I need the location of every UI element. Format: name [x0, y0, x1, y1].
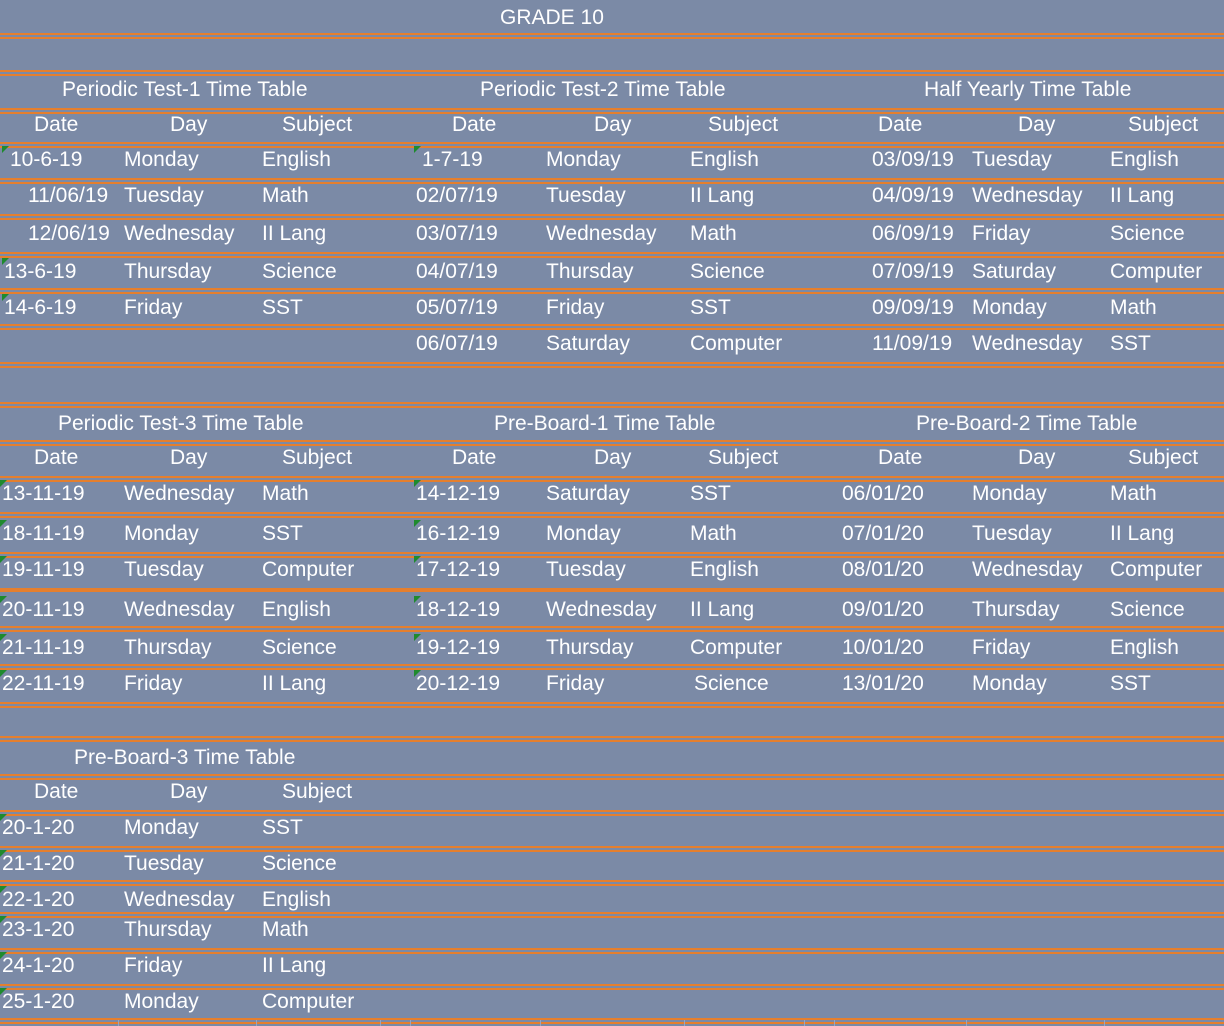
row-border	[0, 516, 1224, 518]
day-cell[interactable]: Monday	[972, 672, 1047, 695]
row-border	[0, 880, 1224, 882]
row-border	[0, 630, 1224, 632]
day-cell[interactable]: Wednesday	[124, 482, 235, 505]
subject-cell[interactable]: Math	[262, 184, 309, 207]
day-cell[interactable]: Tuesday	[546, 184, 626, 207]
column-header-subject[interactable]: Subject	[708, 446, 779, 469]
day-cell[interactable]: Friday	[546, 296, 605, 319]
date-cell[interactable]: 16-12-19	[416, 522, 501, 545]
day-cell[interactable]: Tuesday	[972, 148, 1052, 171]
date-cell[interactable]: 20-12-19	[416, 672, 501, 695]
column-header-day[interactable]: Day	[1018, 113, 1056, 136]
day-cell[interactable]: Wednesday	[972, 332, 1083, 355]
date-cell[interactable]: 06/01/20	[842, 482, 924, 505]
subject-cell[interactable]: SST	[262, 296, 303, 319]
row-border	[0, 324, 1224, 326]
day-cell[interactable]: Friday	[972, 636, 1031, 659]
text-format-marker-icon	[2, 146, 9, 153]
subject-cell[interactable]: Computer	[262, 990, 355, 1013]
row-border	[0, 37, 1224, 39]
subject-cell[interactable]: Math	[690, 222, 737, 245]
row-border	[0, 706, 1224, 708]
subject-cell[interactable]: II Lang	[262, 222, 327, 245]
date-cell[interactable]: 18-12-19	[416, 598, 501, 621]
column-divider	[540, 1020, 541, 1026]
row-border	[0, 292, 1224, 294]
subject-cell[interactable]: English	[690, 558, 759, 581]
subject-cell[interactable]: Science	[694, 672, 769, 695]
text-format-marker-icon	[0, 556, 7, 563]
row-border	[0, 70, 1224, 72]
column-header-day[interactable]: Day	[170, 780, 208, 803]
column-header-date[interactable]: Date	[34, 446, 79, 469]
subject-cell[interactable]: Math	[690, 522, 737, 545]
column-header-date[interactable]: Date	[878, 113, 923, 136]
day-cell[interactable]: Saturday	[546, 482, 631, 505]
text-format-marker-icon	[414, 596, 421, 603]
text-format-marker-icon	[0, 850, 7, 857]
date-cell[interactable]: 13-11-19	[2, 482, 85, 505]
column-divider	[380, 1020, 381, 1026]
text-format-marker-icon	[0, 596, 7, 603]
subject-cell[interactable]: Science	[1110, 598, 1185, 621]
date-cell[interactable]: 09/01/20	[842, 598, 924, 621]
subject-cell[interactable]: English	[262, 148, 331, 171]
column-divider	[834, 1020, 835, 1026]
column-header-subject[interactable]: Subject	[1128, 113, 1199, 136]
subject-cell[interactable]: Computer	[262, 558, 355, 581]
day-cell[interactable]: Tuesday	[546, 558, 626, 581]
text-format-marker-icon	[414, 146, 421, 153]
date-cell[interactable]: 14-6-19	[4, 296, 77, 319]
date-cell[interactable]: 13/01/20	[842, 672, 924, 695]
day-cell[interactable]: Friday	[546, 672, 605, 695]
subject-cell[interactable]: English	[1110, 636, 1179, 659]
subject-cell[interactable]: Computer	[690, 332, 783, 355]
date-cell[interactable]: 24-1-20	[2, 954, 75, 977]
date-cell[interactable]: 19-12-19	[416, 636, 501, 659]
column-divider	[1104, 1020, 1105, 1026]
date-cell[interactable]: 04/07/19	[416, 260, 498, 283]
day-cell[interactable]: Thursday	[124, 260, 212, 283]
column-header-subject[interactable]: Subject	[282, 780, 353, 803]
date-cell[interactable]: 21-11-19	[2, 636, 85, 659]
date-cell[interactable]: 03/09/19	[872, 148, 954, 171]
row-border	[0, 1022, 1224, 1024]
date-cell[interactable]: 05/07/19	[416, 296, 498, 319]
row-border	[0, 142, 1224, 144]
subject-cell[interactable]: II Lang	[690, 598, 755, 621]
text-format-marker-icon	[0, 886, 7, 893]
subject-cell[interactable]: Science	[1110, 222, 1185, 245]
table-title[interactable]: Periodic Test-3 Time Table	[58, 412, 304, 435]
subject-cell[interactable]: SST	[690, 482, 731, 505]
date-cell[interactable]: 1-7-19	[422, 148, 483, 171]
subject-cell[interactable]: Math	[1110, 296, 1157, 319]
text-format-marker-icon	[0, 988, 7, 995]
date-cell[interactable]: 20-11-19	[2, 598, 85, 621]
table-title[interactable]: Half Yearly Time Table	[924, 78, 1132, 101]
day-cell[interactable]: Thursday	[124, 636, 212, 659]
table-title[interactable]: Periodic Test-2 Time Table	[480, 78, 726, 101]
date-cell[interactable]: 10-6-19	[10, 148, 83, 171]
day-cell[interactable]: Tuesday	[124, 852, 204, 875]
grade-title[interactable]: GRADE 10	[500, 6, 604, 29]
text-format-marker-icon	[0, 480, 7, 487]
date-cell[interactable]: 10/01/20	[842, 636, 924, 659]
subject-cell[interactable]: II Lang	[1110, 184, 1175, 207]
table-title[interactable]: Periodic Test-1 Time Table	[62, 78, 308, 101]
day-cell[interactable]: Thursday	[546, 636, 634, 659]
column-header-day[interactable]: Day	[594, 446, 632, 469]
subject-cell[interactable]: SST	[1110, 672, 1151, 695]
row-border	[0, 948, 1224, 950]
table-title[interactable]: Pre-Board-3 Time Table	[74, 746, 296, 769]
text-format-marker-icon	[414, 520, 421, 527]
row-border	[0, 590, 1224, 592]
date-cell[interactable]: 23-1-20	[2, 918, 75, 941]
row-border	[0, 406, 1224, 408]
column-header-date[interactable]: Date	[34, 113, 79, 136]
row-border	[0, 552, 1224, 554]
day-cell[interactable]: Monday	[972, 482, 1047, 505]
subject-cell[interactable]: SST	[690, 296, 731, 319]
text-format-marker-icon	[0, 520, 7, 527]
column-header-subject[interactable]: Subject	[1128, 446, 1199, 469]
subject-cell[interactable]: Science	[262, 852, 337, 875]
subject-cell[interactable]: English	[1110, 148, 1179, 171]
subject-cell[interactable]: English	[690, 148, 759, 171]
column-header-date[interactable]: Date	[452, 113, 497, 136]
row-border	[0, 402, 1224, 404]
column-divider	[684, 1020, 685, 1026]
day-cell[interactable]: Thursday	[124, 918, 212, 941]
column-divider	[804, 1020, 805, 1026]
date-cell[interactable]: 22-11-19	[2, 672, 85, 695]
date-cell[interactable]: 20-1-20	[2, 816, 75, 839]
row-border	[0, 288, 1224, 290]
subject-cell[interactable]: Science	[690, 260, 765, 283]
subject-cell[interactable]: Computer	[690, 636, 783, 659]
row-border	[0, 626, 1224, 628]
date-cell[interactable]: 11/09/19	[872, 332, 953, 355]
text-format-marker-icon	[2, 258, 9, 265]
day-cell[interactable]: Wednesday	[124, 888, 235, 911]
day-cell[interactable]: Wednesday	[546, 222, 657, 245]
row-border	[0, 252, 1224, 254]
row-border	[0, 736, 1224, 738]
subject-cell[interactable]: Science	[262, 636, 337, 659]
subject-cell[interactable]: SST	[262, 522, 303, 545]
column-header-subject[interactable]: Subject	[282, 113, 353, 136]
date-cell[interactable]: 17-12-19	[416, 558, 501, 581]
subject-cell[interactable]: II Lang	[262, 672, 327, 695]
subject-cell[interactable]: II Lang	[1110, 522, 1175, 545]
date-cell[interactable]: 21-1-20	[2, 852, 75, 875]
row-border	[0, 740, 1224, 742]
text-format-marker-icon	[0, 952, 7, 959]
subject-cell[interactable]: Math	[262, 918, 309, 941]
day-cell[interactable]: Monday	[124, 148, 199, 171]
column-header-date[interactable]: Date	[452, 446, 497, 469]
column-header-day[interactable]: Day	[1018, 446, 1056, 469]
text-format-marker-icon	[414, 556, 421, 563]
column-header-subject[interactable]: Subject	[282, 446, 353, 469]
row-border	[0, 362, 1224, 364]
column-divider	[966, 1020, 967, 1026]
column-header-date[interactable]: Date	[34, 780, 79, 803]
table-title[interactable]: Pre-Board-1 Time Table	[494, 412, 716, 435]
date-cell[interactable]: 13-6-19	[4, 260, 77, 283]
subject-cell[interactable]: Science	[262, 260, 337, 283]
date-cell[interactable]: 07/01/20	[842, 522, 924, 545]
subject-cell[interactable]: SST	[1110, 332, 1151, 355]
column-divider	[118, 1020, 119, 1026]
day-cell[interactable]: Friday	[124, 672, 183, 695]
text-format-marker-icon	[414, 670, 421, 677]
text-format-marker-icon	[414, 480, 421, 487]
column-divider	[410, 1020, 411, 1026]
date-cell[interactable]: 06/07/19	[416, 332, 498, 355]
day-cell[interactable]: Monday	[124, 816, 199, 839]
row-border	[0, 108, 1224, 110]
row-border	[0, 846, 1224, 848]
day-cell[interactable]: Friday	[124, 954, 183, 977]
text-format-marker-icon	[2, 294, 9, 301]
day-cell[interactable]: Tuesday	[124, 558, 204, 581]
date-cell[interactable]: 03/07/19	[416, 222, 498, 245]
day-cell[interactable]: Tuesday	[124, 184, 204, 207]
row-border	[0, 178, 1224, 180]
day-cell[interactable]: Friday	[124, 296, 183, 319]
day-cell[interactable]: Monday	[546, 522, 621, 545]
subject-cell[interactable]: II Lang	[262, 954, 327, 977]
subject-cell[interactable]: Math	[1110, 482, 1157, 505]
subject-cell[interactable]: English	[262, 888, 331, 911]
row-border	[0, 328, 1224, 330]
day-cell[interactable]: Saturday	[972, 260, 1057, 283]
subject-cell[interactable]: Computer	[1110, 558, 1203, 581]
day-cell[interactable]: Monday	[546, 148, 621, 171]
text-format-marker-icon	[0, 814, 7, 821]
column-header-day[interactable]: Day	[170, 446, 208, 469]
subject-cell[interactable]: English	[262, 598, 331, 621]
day-cell[interactable]: Wednesday	[972, 558, 1083, 581]
day-cell[interactable]: Monday	[972, 296, 1047, 319]
date-cell[interactable]: 14-12-19	[416, 482, 501, 505]
row-border	[0, 214, 1224, 216]
row-border	[0, 664, 1224, 666]
row-border	[0, 810, 1224, 812]
column-header-subject[interactable]: Subject	[708, 113, 779, 136]
day-cell[interactable]: Thursday	[546, 260, 634, 283]
row-border	[0, 476, 1224, 478]
row-border	[0, 984, 1224, 986]
row-border	[0, 702, 1224, 704]
day-cell[interactable]: Wednesday	[972, 184, 1083, 207]
table-title[interactable]: Pre-Board-2 Time Table	[916, 412, 1138, 435]
row-border	[0, 952, 1224, 954]
date-cell[interactable]: 11/06/19	[28, 184, 109, 207]
day-cell[interactable]: Thursday	[972, 598, 1060, 621]
date-cell[interactable]: 25-1-20	[2, 990, 75, 1013]
day-cell[interactable]: Wednesday	[546, 598, 657, 621]
subject-cell[interactable]: Math	[262, 482, 309, 505]
day-cell[interactable]: Monday	[124, 990, 199, 1013]
row-border	[0, 912, 1224, 914]
day-cell[interactable]: Monday	[124, 522, 199, 545]
row-border	[0, 366, 1224, 368]
text-format-marker-icon	[0, 916, 7, 923]
date-cell[interactable]: 12/06/19	[28, 222, 110, 245]
row-border	[0, 668, 1224, 670]
column-header-date[interactable]: Date	[878, 446, 923, 469]
text-format-marker-icon	[0, 634, 7, 641]
row-border	[0, 884, 1224, 886]
day-cell[interactable]: Tuesday	[972, 522, 1052, 545]
column-header-day[interactable]: Day	[594, 113, 632, 136]
row-border	[0, 33, 1224, 35]
date-cell[interactable]: 19-11-19	[2, 558, 85, 581]
date-cell[interactable]: 22-1-20	[2, 888, 75, 911]
date-cell[interactable]: 18-11-19	[2, 522, 85, 545]
date-cell[interactable]: 06/09/19	[872, 222, 954, 245]
day-cell[interactable]: Friday	[972, 222, 1031, 245]
row-border	[0, 256, 1224, 258]
row-border	[0, 74, 1224, 76]
row-border	[0, 774, 1224, 776]
row-border	[0, 512, 1224, 514]
day-cell[interactable]: Wednesday	[124, 598, 235, 621]
date-cell[interactable]: 04/09/19	[872, 184, 954, 207]
date-cell[interactable]: 08/01/20	[842, 558, 924, 581]
subject-cell[interactable]: II Lang	[690, 184, 755, 207]
text-format-marker-icon	[0, 670, 7, 677]
row-border	[0, 1018, 1224, 1020]
date-cell[interactable]: 02/07/19	[416, 184, 498, 207]
column-header-day[interactable]: Day	[170, 113, 208, 136]
date-cell[interactable]: 09/09/19	[872, 296, 954, 319]
date-cell[interactable]: 07/09/19	[872, 260, 954, 283]
day-cell[interactable]: Saturday	[546, 332, 631, 355]
subject-cell[interactable]: Computer	[1110, 260, 1203, 283]
column-divider	[256, 1020, 257, 1026]
day-cell[interactable]: Wednesday	[124, 222, 235, 245]
subject-cell[interactable]: SST	[262, 816, 303, 839]
row-border	[0, 440, 1224, 442]
text-format-marker-icon	[414, 634, 421, 641]
row-border	[0, 218, 1224, 220]
